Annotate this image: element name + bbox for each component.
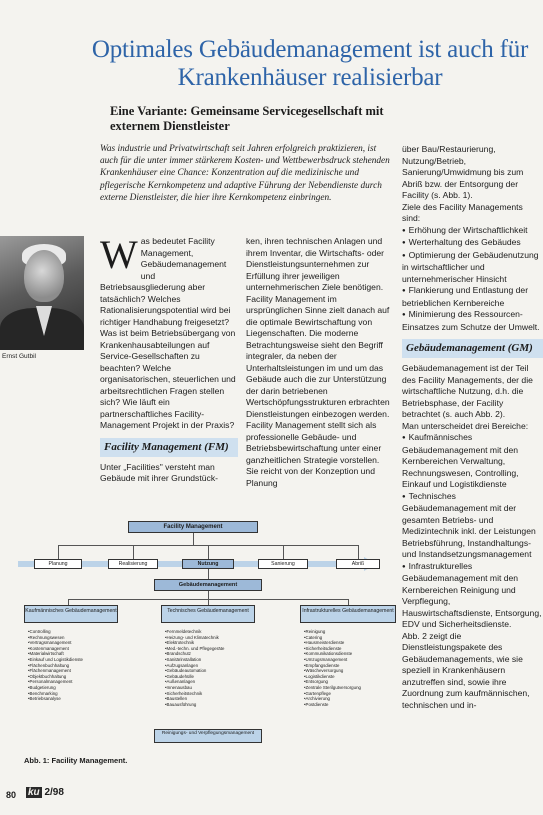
branch-list-technisch: [165, 629, 257, 707]
diagram-list-item: • Betriebsanalyse: [28, 696, 118, 702]
diagram-list-item: • Catering: [304, 635, 398, 641]
goal-item: ● Werterhaltung des Gebäudes: [402, 237, 543, 250]
diagram-list-item: • Bauausführung: [165, 702, 257, 708]
col3-goals: Ziele des Facility Managements sind:: [402, 201, 523, 223]
gm-box: Gebäudemanagement: [154, 579, 262, 591]
diagram-list-item: • Rechnungswesen: [28, 635, 118, 641]
diagram-list-item: • Postdienste: [304, 702, 398, 708]
connector: [358, 545, 359, 559]
connector: [193, 533, 194, 545]
branch-list-infrastrukturell: [304, 629, 398, 707]
col2-paragraph-1: ken, ihren technischen Anlagen und ihrem Inventar, die Wirtschafts- oder Dienstleistungsunternehmen zur Erfüllung ihrer jeweiligen unternehmerischen Ziele benötigen. Facility Management im ursprünglichen Sinne zielt danach auf die optimale Bewirtschaftung von Liegenschaften. Die moderne Betrachtungsweise sieht den Begriff integraler, da neben der Unterhaltsleistungen im und um das Gebäude auch die zur Unterstützung der darin betriebenen Wertschöpfungsstrukturen erbrachten Dienstleistungen einbezogen werden. Facility Management stellt sich als professionelle Gebäude- und Betriebsbewirtschaftung unter einer ganzheitlichen Strategie vorstellen. Sie reicht von der Konzeption und Planung: [246, 236, 390, 488]
diagram-list-item: • Umzugsmanagement: [304, 657, 398, 663]
connector: [208, 591, 209, 599]
diagram-list-item: • Baustellen: [165, 696, 257, 702]
diagram-list-item: • Objektbuchhaltung: [28, 674, 118, 680]
diagram-list-item: • Außenanlagen: [165, 679, 257, 685]
subhead-gebaeudemanagement: Gebäudemanagement (GM): [402, 339, 543, 358]
diagram-list-item: • Benchmarking: [28, 691, 118, 697]
col3-paragraph-3: Man unterscheidet drei Bereiche:: [402, 420, 529, 431]
diagram-list-item: • Gebäudeautomation: [165, 668, 257, 674]
diagram-list-item: • Vertragsmanagement: [28, 640, 118, 646]
diagram-list-item: • Aufzugsanlagen: [165, 663, 257, 669]
diagram-list-item: • Budgetierung: [28, 685, 118, 691]
goal-item: ● Minimierung des Ressourcen-Einsatzes zum Schutze der Umwelt.: [402, 309, 543, 333]
diagram-list-item: • Logistikdienste: [304, 674, 398, 680]
branch-list-kaufmaennisch: [28, 629, 118, 702]
diagram-list-item: • Hausmeisterdienste: [304, 640, 398, 646]
diagram-list-item: • Fernmeldetechnik: [165, 629, 257, 635]
diagram-list-item: • Materialwirtschaft: [28, 651, 118, 657]
diagram-list-item: • Sicherheitsdienste: [304, 646, 398, 652]
connector: [283, 545, 284, 559]
diagram-list-item: • Flächenbuchhaltung: [28, 663, 118, 669]
diagram-list-item: • Sicherheitstechnik: [165, 691, 257, 697]
issue-number: 2/98: [44, 787, 64, 798]
diagram-list-item: • Controlling: [28, 629, 118, 635]
magazine-logo: ku: [28, 787, 40, 798]
diagram-list-item: • Wäscheversorgung: [304, 668, 398, 674]
facility-diagram: [18, 517, 404, 745]
connector: [58, 545, 59, 559]
col1-paragraph-2: Unter „Facilities" versteht man Gebäude mit ihrer Grundstück-: [100, 461, 218, 483]
article-title: Optimales Gebäudemanagement ist auch für Krankenhäuser realisierbar: [91, 36, 529, 91]
diagram-list-item: • Sanitärinstallation: [165, 657, 257, 663]
diagram-list-item: • Zentrale Sterilgutversorgung: [304, 685, 398, 691]
diagram-list-item: • Kostenmanagement: [28, 646, 118, 652]
diagram-list-item: • Reinigung: [304, 629, 398, 635]
figure-caption: Abb. 1: Facility Management.: [24, 756, 128, 765]
col3-paragraph-4: Abb. 2 zeigt die Dienstleistungspakete des Gebäudemanagements, wie sie speziell in Krankenhäusern anzutreffen sind, sowie ihre Zuordnung zum kaufmännischen, technischen und in-: [402, 630, 530, 710]
article-intro: Was industrie und Privatwirtschaft seit Jahren erfolgreich praktizieren, ist auch für die unter immer stärkerem Kosten- und Wettbewerbsdruck stehenden Krankenhäuser eine Chance: Konzentration auf die medizinische und pflegerische Kernkompetenz und adaptive Führung der Nebendienste durch externe Dienstleister, die hier ihre Kernkompetenz einbringen.: [100, 144, 390, 203]
column-3: [402, 144, 543, 711]
diagram-list-item: • Personalmanagement: [28, 679, 118, 685]
connector: [208, 545, 209, 559]
branch-infrastrukturell: Infrastrukturelles Gebäudemanagement: [300, 605, 396, 623]
goal-item: ● Optimierung der Gebäudenutzung in wirtschaftlicher und unternehmerischer Hinsicht: [402, 250, 543, 286]
diagram-list-item: • Empfangsdienste: [304, 663, 398, 669]
col1-paragraph-1: as bedeutet Facility Management, Gebäudemanagement und Betriebsausgliederung aber tatsächlich? Welches Rationalisierungspotential wird bei richtiger Handhabung freigesetzt? Was ist beim Betriebsübergang von Krankenhausabteilungen auf Service-Gesellschaften zu beachten? Welche organisatorischen, steuerlichen und arbeitsrechtlichen Fragen stellen sich? Wie läuft ein partnerschaftliches Facility-Management Projekt in der Praxis?: [100, 236, 236, 430]
goal-item: ● Erhöhung der Wirtschaftlichkeit: [402, 225, 543, 238]
diagram-list-item: • Gebäudehülle: [165, 674, 257, 680]
diagram-list-item: • Innenausbau: [165, 685, 257, 691]
area-item: ● Technisches Gebäudemanagement mit der gesamten Betriebs- und Medizintechnik inkl. der Leistungen Betriebsführung, Instandhaltungs- und Instandsetzungsmanagement: [402, 491, 543, 561]
phase-box: Sanierung: [258, 559, 308, 569]
area-item: ● Kaufmännisches Gebäudemanagement mit den Kernbereichen Verwaltung, Rechnungswesen, Controlling, Einkauf und Logistikdienste: [402, 432, 543, 491]
author-photo: [0, 236, 84, 350]
photo-head: [24, 250, 64, 302]
col3-paragraph-1: über Bau/Restaurierung, Nutzung/Betrieb, Sanierung/Umwidmung bis zum Abriß bzw. der Entsorgung der Facility (s. Abb. 1).: [402, 144, 524, 200]
phase-box: Realisierung: [108, 559, 158, 569]
diagram-list-item: • Flächenmanagement: [28, 668, 118, 674]
phase-box: Abriß: [336, 559, 380, 569]
phase-box: Nutzung: [182, 559, 234, 569]
col3-paragraph-2: Gebäudemanagement ist der Teil des Facility Managements, der die wirtschaftliche Nutzung, d.h. die Betriebsphase, der Facility betrachtet (s. auch Abb. 2).: [402, 363, 533, 419]
diagram-list-item: • Einkauf und Logistikdienste: [28, 657, 118, 663]
diagram-list-item: • Heizung- und Klimatechnik: [165, 635, 257, 641]
magazine-footer: [26, 787, 64, 798]
area-item: ● Infrastrukturelles Gebäudemanagement mit den Kernbereichen Reinigung und Verpflegung, Hauswirtschaftsdienste, Entsorgung, EDV und Sicherheitsdienste.: [402, 561, 543, 631]
phase-box: Planung: [34, 559, 82, 569]
page-number: 80: [6, 790, 17, 800]
column-2: [246, 236, 392, 489]
diagram-list-item: • Entsorgung: [304, 679, 398, 685]
diagram-list-item: • Archivierung: [304, 696, 398, 702]
article-subtitle: Eine Variante: Gemeinsame Servicegesellschaft mit externem Dienstleister: [110, 104, 384, 133]
diagram-list-item: • Med.-techn. und Pflegegeräte: [165, 646, 257, 652]
connector: [133, 545, 134, 559]
author-caption: Ernst Gutbil: [2, 353, 36, 360]
connector: [208, 569, 209, 579]
column-1: [100, 232, 238, 485]
diagram-list-item: • Kommunikationsdienste: [304, 651, 398, 657]
bottom-box: Reinigungs- und Verpflegungsmanagement: [154, 729, 262, 743]
drop-cap: W: [100, 232, 138, 277]
subhead-facility-management: Facility Management (FM): [100, 438, 238, 457]
diagram-list-item: • Elektrotechnik: [165, 640, 257, 646]
diagram-top-box: Facility Management: [128, 521, 258, 533]
diagram-list-item: • Brandschutz: [165, 651, 257, 657]
branch-technisch: Technisches Gebäudemanagement: [161, 605, 255, 623]
diagram-list-item: • Gartenpflege: [304, 691, 398, 697]
goal-item: ● Flankierung und Entlastung der betrieblichen Kernbereiche: [402, 285, 543, 309]
branch-kaufmaennisch: Kaufmännisches Gebäudemanagement: [24, 605, 118, 623]
